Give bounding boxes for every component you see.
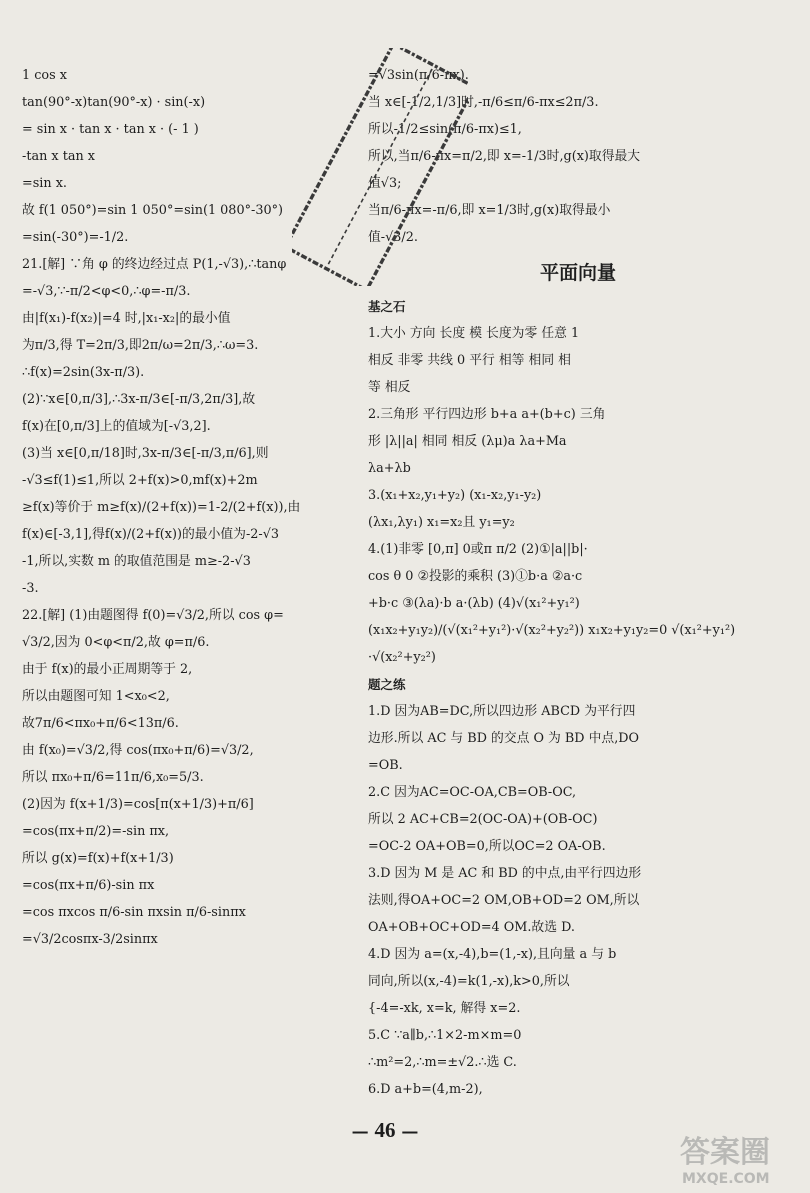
svg-text:MXQE.COM: MXQE.COM bbox=[682, 1171, 770, 1187]
text-line: (2)因为 f(x+1/3)=cos[π(x+1/3)+π/6] bbox=[22, 797, 254, 812]
answer-line: λa+λb bbox=[368, 461, 411, 476]
answer-line: 6.D a+b=(4,m-2), bbox=[368, 1082, 483, 1097]
text-line: 由 f(x₀)=√3/2,得 cos(πx₀+π/6)=√3/2, bbox=[22, 743, 254, 758]
text-line: f(x)在[0,π/3]上的值域为[-√3,2]. bbox=[22, 419, 211, 434]
answer-line: 边形.所以 AC 与 BD 的交点 O 为 BD 中点,DO bbox=[368, 731, 640, 746]
answer-line: 4.D 因为 a=(x,-4),b=(1,-x),且向量 a 与 b bbox=[368, 947, 617, 962]
answer-line: =OB. bbox=[368, 758, 403, 773]
text-line: 所以-1/2≤sin(π/6-πx)≤1, bbox=[368, 122, 522, 137]
text-line: 故 f(1 050°)=sin 1 050°=sin(1 080°-30°) bbox=[22, 203, 283, 218]
text-line: =√3/2cosπx-3/2sinπx bbox=[22, 932, 158, 947]
answer-line: 5.C ∵a∥b,∴1×2-m×m=0 bbox=[368, 1028, 522, 1043]
answer-line: 相反 非零 共线 0 平行 相等 相同 相 bbox=[368, 353, 571, 368]
text-line: 当 x∈[-1/2,1/3]时,-π/6≤π/6-πx≤2π/3. bbox=[368, 95, 599, 110]
text-line: 所以 πx₀+π/6=11π/6,x₀=5/3. bbox=[22, 770, 204, 785]
answer-line: {-4=-xk, x=k, 解得 x=2. bbox=[368, 1001, 521, 1016]
text-line: =sin(-30°)=-1/2. bbox=[22, 230, 129, 245]
text-line: tan(90°-x)tan(90°-x) · sin(-x) bbox=[22, 95, 206, 110]
text-line: =cos πxcos π/6-sin πxsin π/6-sinπx bbox=[22, 905, 246, 920]
answer-line: 3.D 因为 M 是 AC 和 BD 的中点,由平行四边形 bbox=[368, 866, 642, 881]
answer-line: +b·c ③(λa)·b a·(λb) (4)√(x₁²+y₁²) bbox=[368, 596, 580, 611]
text-line: =√3sin(π/6-πx). bbox=[368, 68, 469, 83]
problem-22-heading: 22.[解] (1)由题图得 f(0)=√3/2,所以 cos φ= bbox=[22, 608, 284, 623]
text-line: 当π/6-πx=-π/6,即 x=1/3时,g(x)取得最小 bbox=[368, 203, 611, 218]
watermark-logo-icon bbox=[676, 1128, 804, 1188]
answer-line: ∴m²=2,∴m=±√2.∴选 C. bbox=[368, 1055, 517, 1070]
text-line: ∴f(x)=2sin(3x-π/3). bbox=[22, 365, 145, 380]
text-line: f(x)∈[-3,1],得f(x)/(2+f(x))的最小值为-2-√3 bbox=[22, 527, 280, 542]
section-title: 平面向量 bbox=[539, 262, 616, 284]
answer-line: =OC-2 OA+OB=0,所以OC=2 OA-OB. bbox=[368, 839, 606, 854]
text-line: =sin x. bbox=[22, 176, 67, 191]
subsection-heading-practice: 题之练 bbox=[368, 677, 406, 692]
answer-line: 3.(x₁+x₂,y₁+y₂) (x₁-x₂,y₁-y₂) bbox=[368, 488, 542, 503]
answer-line: cos θ 0 ②投影的乘积 (3)①b·a ②a·c bbox=[368, 569, 583, 584]
text-line: 值√3; bbox=[368, 176, 402, 191]
answer-line: 同向,所以(x,-4)=k(1,-x),k>0,所以 bbox=[368, 974, 570, 989]
text-line: -√3≤f(1)≤1,所以 2+f(x)>0,mf(x)+2m bbox=[22, 473, 258, 488]
text-line: -1,所以,实数 m 的取值范围是 m≥-2-√3 bbox=[22, 554, 251, 569]
stamp-icon bbox=[292, 48, 468, 286]
answer-line: ·√(x₂²+y₂²) bbox=[368, 650, 436, 665]
text-line: 所以由题图可知 1<x₀<2, bbox=[22, 689, 170, 704]
text-line: =cos(πx+π/6)-sin πx bbox=[22, 878, 155, 893]
answer-line: (λx₁,λy₁) x₁=x₂且 y₁=y₂ bbox=[368, 515, 515, 530]
text-line: =cos(πx+π/2)=-sin πx, bbox=[22, 824, 170, 839]
text-line: 由于 f(x)的最小正周期等于 2, bbox=[22, 662, 193, 677]
text-line: -3. bbox=[22, 581, 39, 596]
text-line: =-√3,∵-π/2<φ<0,∴φ=-π/3. bbox=[22, 284, 191, 299]
problem-21-heading: 21.[解] ∵角 φ 的终边经过点 P(1,-√3),∴tanφ bbox=[22, 257, 287, 272]
answer-line: OA+OB+OC+OD=4 OM.故选 D. bbox=[368, 920, 575, 935]
text-line: -tan x tan x bbox=[22, 149, 95, 164]
answer-line: 1.大小 方向 长度 模 长度为零 任意 1 bbox=[368, 326, 580, 341]
answer-line: 形 |λ||a| 相同 相反 (λμ)a λa+Ma bbox=[368, 434, 567, 449]
text-line: (3)当 x∈[0,π/18]时,3x-π/3∈[-π/3,π/6],则 bbox=[22, 446, 269, 461]
text-line: = sin x · tan x · tan x · (- 1 ) bbox=[22, 122, 199, 137]
answer-line: 4.(1)非零 [0,π] 0或π π/2 (2)①|a||b|· bbox=[368, 542, 588, 557]
text-line: ≥f(x)等价于 m≥f(x)/(2+f(x))=1-2/(2+f(x)),由 bbox=[22, 500, 301, 515]
answer-line: 2.C 因为AC=OC-OA,CB=OB-OC, bbox=[368, 785, 577, 800]
text-line: 所以 g(x)=f(x)+f(x+1/3) bbox=[22, 851, 174, 866]
text-line: 故7π/6<πx₀+π/6<13π/6. bbox=[22, 716, 179, 731]
text-line: 值-√3/2. bbox=[368, 230, 418, 245]
text-line: (2)∵x∈[0,π/3],∴3x-π/3∈[-π/3,2π/3],故 bbox=[22, 392, 256, 407]
answer-line: 等 相反 bbox=[368, 380, 411, 395]
text-line: 所以,当π/6-πx=π/2,即 x=-1/3时,g(x)取得最大 bbox=[368, 149, 641, 164]
text-line: 1 cos x bbox=[22, 68, 67, 83]
answer-line: 所以 2 AC+CB=2(OC-OA)+(OB-OC) bbox=[368, 812, 598, 827]
answer-line: 2.三角形 平行四边形 b+a a+(b+c) 三角 bbox=[368, 407, 606, 422]
svg-text:答案圈: 答案圈 bbox=[680, 1135, 770, 1170]
answer-line: 1.D 因为AB=DC,所以四边形 ABCD 为平行四 bbox=[368, 704, 636, 719]
answer-line: 法则,得OA+OC=2 OM,OB+OD=2 OM,所以 bbox=[368, 893, 640, 908]
page-number: — 46 — bbox=[351, 1118, 419, 1142]
answer-line: (x₁x₂+y₁y₂)/(√(x₁²+y₁²)·√(x₂²+y₂²)) x₁x₂+y₁y₂=0 √(x₁²+y₁²) bbox=[368, 623, 736, 638]
text-line: 由|f(x₁)-f(x₂)|=4 时,|x₁-x₂|的最小值 bbox=[22, 311, 231, 326]
text-line: √3/2,因为 0<φ<π/2,故 φ=π/6. bbox=[22, 635, 210, 650]
text-line: 为π/3,得 T=2π/3,即2π/ω=2π/3,∴ω=3. bbox=[22, 338, 259, 353]
subsection-heading-basics: 基之石 bbox=[368, 299, 406, 314]
